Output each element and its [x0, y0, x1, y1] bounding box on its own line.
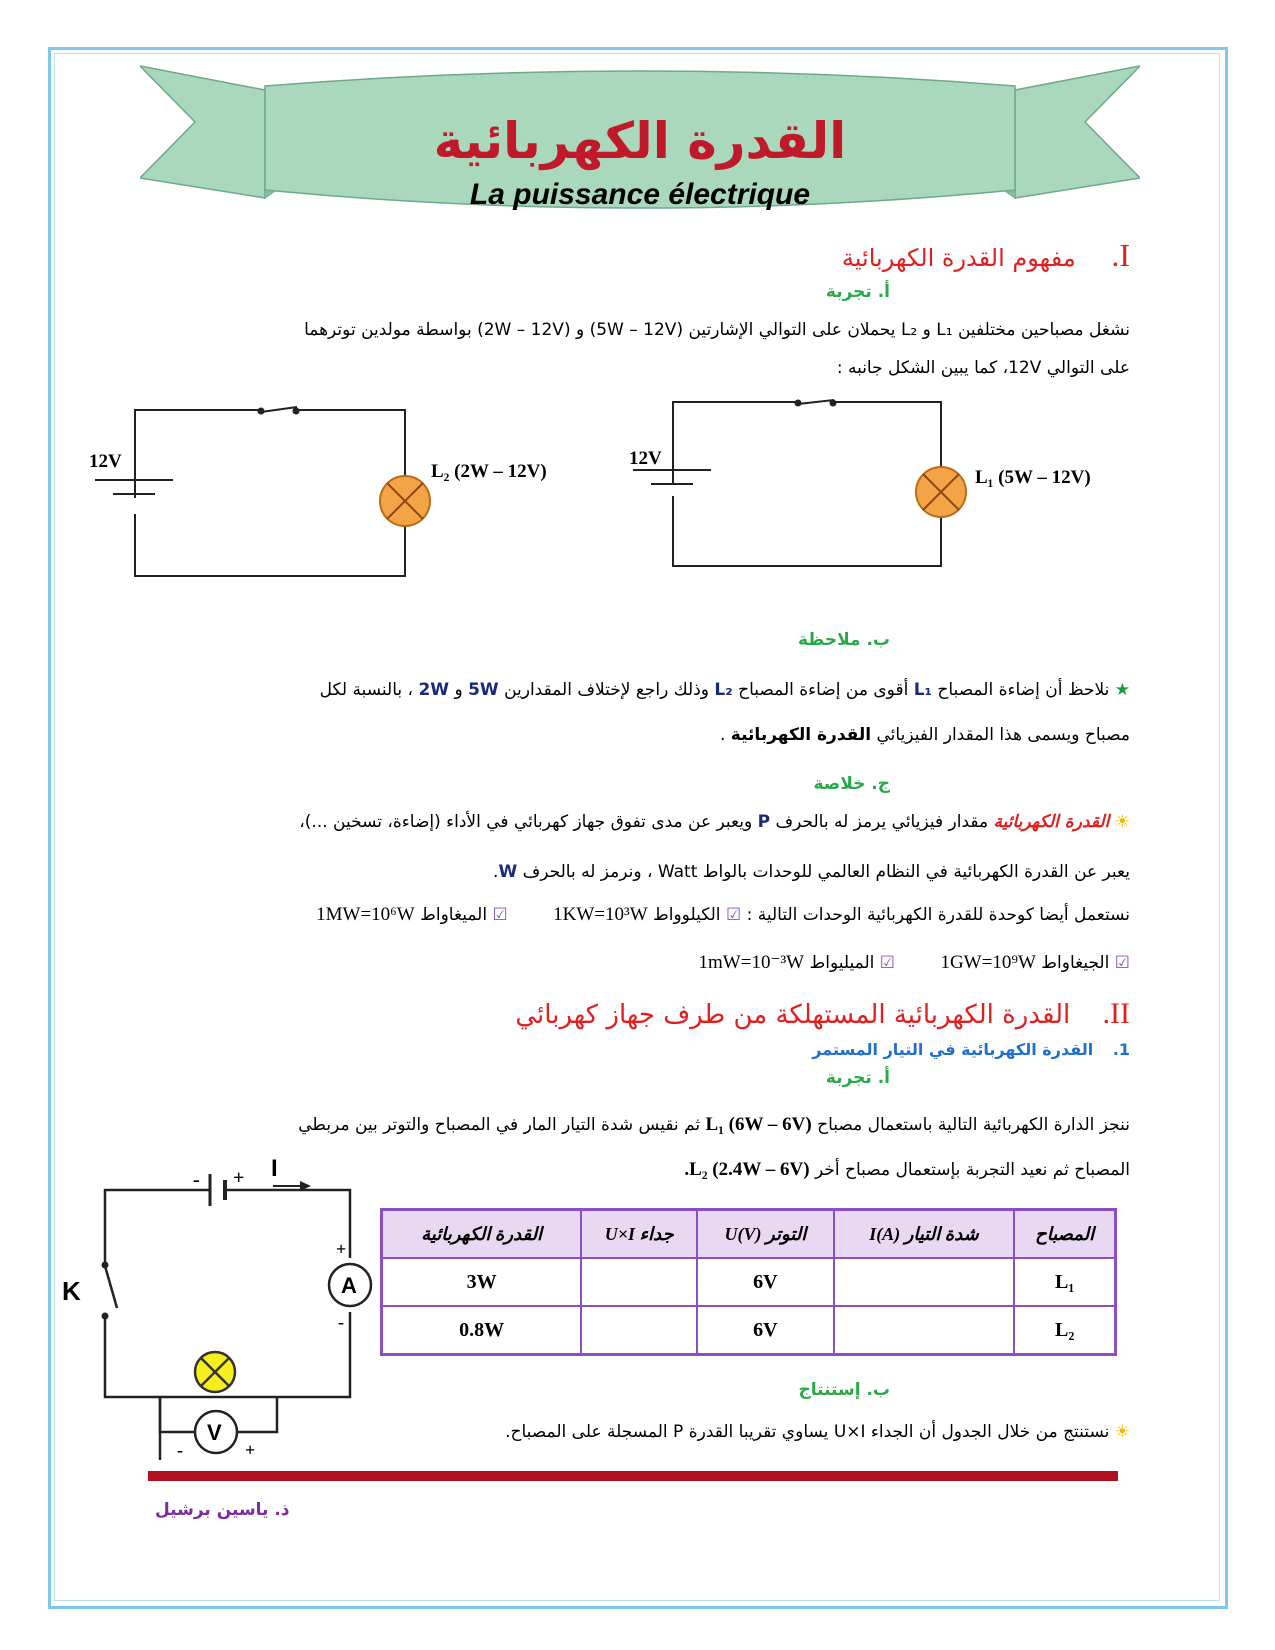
subheading-observation: ب. ملاحظة — [797, 630, 890, 650]
checkbox-icon: ☑ — [1114, 953, 1130, 973]
experiment2-line1: ننجز الدارة الكهربائية التالية باستعمال مصباح L₁ (6W – 6V) ثم نقيس شدة التيار المار في المصباح والتوتر بين مربطي — [298, 1114, 1130, 1135]
author-signature: ذ. ياسين برشيل — [155, 1500, 290, 1520]
subheading-experiment: أ. تجربة — [825, 282, 890, 302]
observation-line2: مصباح ويسمى هذا المقدار الفيزيائي القدرة الكهربائية . — [719, 725, 1130, 745]
table-row: L₁ 6V 3W — [382, 1258, 1116, 1306]
subheading-deduction: ب. إستنتاج — [798, 1380, 890, 1400]
page-subtitle: La puissance électrique — [469, 178, 811, 211]
checkbox-icon: ☑ — [725, 905, 742, 925]
star-icon: ★ — [1114, 680, 1130, 700]
current-label: I — [271, 1155, 278, 1182]
footer-rule — [148, 1471, 1118, 1481]
circuit-L1 — [629, 400, 1091, 567]
section1-heading: I. مفهوم القدرة الكهربائية — [841, 237, 1130, 273]
banner-left-tail — [140, 66, 265, 198]
measurements-table — [380, 1208, 1117, 1356]
sun-icon: ☀ — [1114, 812, 1130, 832]
subsection-dc: 1. القدرة الكهربائية في التيار المستمر — [812, 1040, 1130, 1059]
circuit-L2 — [89, 407, 547, 576]
page-title: القدرة الكهربائية — [433, 112, 847, 170]
sun-icon: ☀ — [1114, 1422, 1130, 1442]
svg-text:+: + — [336, 1239, 347, 1259]
circuits-figure — [85, 390, 1135, 590]
ammeter-label: A — [341, 1273, 357, 1298]
section2-heading: II. القدرة الكهربائية المستهلكة من طرف جهاز كهربائي — [515, 997, 1130, 1030]
units-line2: ☑ الجيغاواط 1GW=10⁹W ☑ الميليواط 1mW=10⁻³W — [698, 952, 1130, 973]
observation-line1: ★ نلاحظ أن إضاءة المصباح L₁ أقوى من إضاءة المصباح L₂ وذلك راجع لإختلاف المقدارين 5W و 2W ، بالنسبة لكل — [319, 680, 1130, 700]
lamp-label-L1: L₁ (5W – 12V) — [975, 467, 1091, 488]
svg-text:-: - — [193, 1169, 200, 1191]
conclusion-line2: يعبر عن القدرة الكهربائية في النظام العالمي للوحدات بالواط Watt ، ونرمز له بالحرف W. — [493, 862, 1130, 882]
lamp-label-L2: L₂ (2W – 12V) — [431, 461, 547, 482]
experiment-text-line1: نشغل مصباحين مختلفين L₁ و L₂ يحملان على التوالي الإشارتين (5W – 12V) و (2W – 12V) بواسطة مولدين توترهما — [304, 320, 1130, 340]
table-row: L₂ 6V 0.8W — [382, 1306, 1116, 1355]
banner-right-tail — [1015, 66, 1140, 198]
experiment2-line2: المصباح ثم نعيد التجربة بإستعمال مصباح أخر L₂ (2.4W – 6V). — [684, 1159, 1130, 1180]
checkbox-icon: ☑ — [879, 953, 896, 973]
switch-K — [105, 1266, 117, 1308]
svg-text:+: + — [233, 1167, 245, 1189]
subheading-experiment-2: أ. تجربة — [825, 1068, 890, 1088]
svg-text:-: - — [177, 1440, 183, 1460]
experiment-text-line2: على التوالي 12V، كما يبين الشكل جانبه : — [836, 358, 1130, 378]
deduction-line: ☀ نستنتج من خلال الجدول أن الجداء U×I يساوي تقريبا القدرة P المسجلة على المصباح. — [505, 1422, 1130, 1442]
svg-text:-: - — [338, 1312, 344, 1332]
voltmeter-label: V — [207, 1420, 222, 1445]
checkbox-icon: ☑ — [492, 905, 508, 925]
voltage-label-right: 12V — [629, 448, 662, 469]
conclusion-line1: ☀ القدرة الكهربائية مقدار فيزيائي يرمز له بالحرف P ويعبر عن مدى تفوق جهاز كهربائي في الأداء (إضاءة، تسخين ...)، — [299, 812, 1130, 832]
svg-text:+: + — [245, 1440, 256, 1460]
switch-label: K — [62, 1276, 81, 1306]
circuit-measurement — [55, 1150, 375, 1460]
subheading-conclusion: ج. خلاصة — [813, 774, 890, 794]
units-line1: نستعمل أيضا كوحدة للقدرة الكهربائية الوحدات التالية : ☑ الكيلوواط 1KW=10³W ☑ الميغاواط 1MW=10⁶W — [316, 904, 1130, 925]
table-header-row: المصباح شدة التيار I(A) التوتر U(V) جداء U×I القدرة الكهربائية — [382, 1210, 1116, 1259]
voltage-label-left: 12V — [89, 451, 122, 472]
